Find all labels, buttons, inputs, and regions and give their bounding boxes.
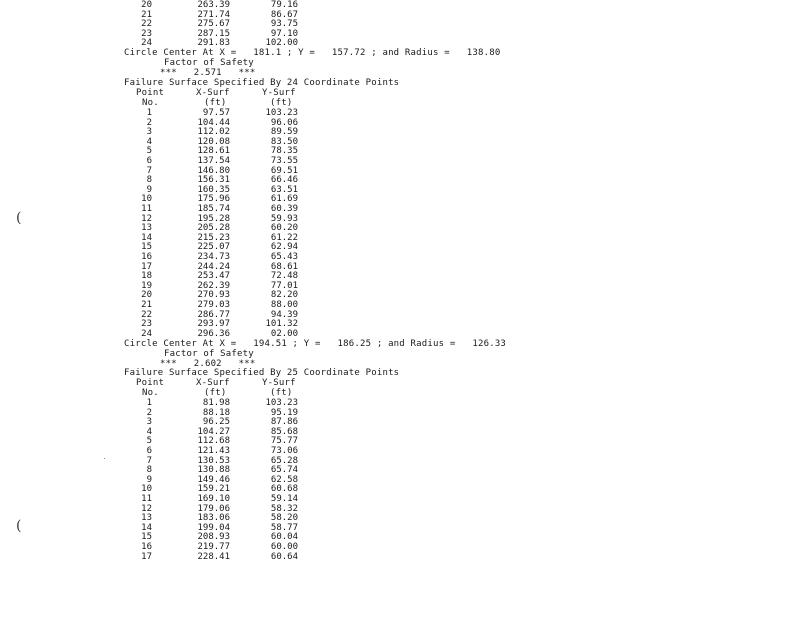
y-surf-value: 58.77 bbox=[270, 522, 298, 533]
table-row bbox=[0, 194, 320, 204]
y-surf-value: 103.23 bbox=[265, 398, 298, 408]
x-surf-value: 287.15 bbox=[197, 28, 230, 39]
x-surf-value: 275.67 bbox=[197, 19, 230, 30]
table-row bbox=[0, 242, 320, 252]
col-point-header-2: Point bbox=[136, 88, 165, 98]
x-surf-value: 104.44 bbox=[197, 117, 230, 128]
y-surf-value: 87.86 bbox=[270, 417, 298, 428]
y-surf-value: 60.00 bbox=[270, 542, 298, 552]
x-surf-value: 96.25 bbox=[202, 417, 230, 428]
y-surf-value: 78.35 bbox=[270, 146, 298, 157]
point-number: 13 bbox=[141, 513, 152, 524]
y-surf-value: 60.39 bbox=[270, 204, 298, 214]
col-y-unit-3: (ft) bbox=[270, 388, 293, 398]
x-surf-value: 262.39 bbox=[197, 280, 230, 291]
point-number: 2 bbox=[146, 407, 152, 418]
table-row bbox=[0, 262, 320, 272]
point-number: 8 bbox=[146, 465, 152, 476]
x-surf-value: 97.57 bbox=[202, 108, 230, 118]
table-row bbox=[0, 542, 320, 552]
table-row bbox=[0, 156, 320, 166]
x-surf-value: 271.74 bbox=[197, 9, 230, 20]
point-number: 3 bbox=[146, 127, 152, 138]
y-surf-value: 73.55 bbox=[270, 156, 298, 166]
point-number: 14 bbox=[141, 232, 152, 243]
point-number: 4 bbox=[146, 136, 152, 147]
point-number: 7 bbox=[146, 165, 152, 176]
table-row bbox=[0, 175, 320, 185]
y-surf-value: 65.43 bbox=[270, 252, 298, 262]
factor-of-safety-label-1: Factor of Safety bbox=[164, 58, 254, 68]
table-row bbox=[0, 271, 320, 281]
x-surf-value: 130.53 bbox=[197, 455, 230, 466]
x-surf-value: 293.97 bbox=[197, 319, 230, 330]
x-surf-value: 234.73 bbox=[197, 252, 230, 262]
y-surf-value: 72.48 bbox=[270, 271, 298, 282]
x-surf-value: 120.08 bbox=[197, 136, 230, 147]
point-number: 4 bbox=[146, 426, 152, 437]
col-x-unit-3: (ft) bbox=[204, 388, 227, 398]
point-number: 16 bbox=[141, 252, 152, 262]
y-surf-value: 103.23 bbox=[265, 108, 298, 118]
x-surf-value: 215.23 bbox=[197, 232, 230, 243]
x-surf-value: 112.68 bbox=[197, 436, 230, 447]
point-number: 10 bbox=[141, 484, 152, 495]
x-surf-value: 253.47 bbox=[197, 271, 230, 282]
y-surf-value: 93.75 bbox=[270, 19, 298, 30]
table-row bbox=[0, 252, 320, 262]
y-surf-value: 88.00 bbox=[270, 300, 298, 310]
y-surf-value: 82.20 bbox=[270, 290, 298, 301]
y-surf-value: 68.61 bbox=[270, 261, 298, 272]
x-surf-value: 112.02 bbox=[197, 127, 230, 138]
x-surf-value: 88.18 bbox=[202, 407, 230, 418]
table-row bbox=[0, 446, 320, 456]
table-row bbox=[0, 137, 320, 147]
x-surf-value: 296.36 bbox=[197, 328, 230, 339]
point-number: 23 bbox=[141, 319, 152, 330]
point-number: 8 bbox=[146, 175, 152, 186]
table-row bbox=[0, 233, 320, 243]
x-surf-value: 81.98 bbox=[202, 398, 230, 408]
col-no-subheader-3: No. bbox=[142, 388, 159, 398]
x-surf-value: 263.39 bbox=[197, 0, 230, 10]
table-row bbox=[0, 204, 320, 214]
table-row bbox=[0, 0, 320, 10]
y-surf-value: 102.00 bbox=[265, 38, 298, 49]
x-surf-value: 137.54 bbox=[197, 156, 230, 166]
table-row bbox=[0, 319, 320, 329]
table-row bbox=[0, 417, 320, 427]
point-number: 21 bbox=[141, 9, 152, 20]
y-surf-value: 89.59 bbox=[270, 127, 298, 138]
table-row bbox=[0, 475, 320, 485]
table-row bbox=[0, 214, 320, 224]
x-surf-value: 121.43 bbox=[197, 446, 230, 456]
y-surf-value: 73.06 bbox=[270, 446, 298, 456]
y-surf-value: 60.68 bbox=[270, 484, 298, 495]
point-number: 20 bbox=[141, 0, 152, 10]
col-x-header-3: X-Surf bbox=[196, 378, 230, 388]
y-surf-value: 58.20 bbox=[270, 513, 298, 524]
y-surf-value: 62.58 bbox=[270, 474, 298, 485]
x-surf-value: 160.35 bbox=[197, 184, 230, 195]
table-row bbox=[0, 427, 320, 437]
x-surf-value: 195.28 bbox=[197, 213, 230, 224]
table-row bbox=[0, 146, 320, 156]
x-surf-value: 199.04 bbox=[197, 522, 230, 533]
point-number: 3 bbox=[146, 417, 152, 428]
failure-surface-title-3: Failure Surface Specified By 25 Coordinate Points bbox=[124, 368, 400, 378]
x-surf-value: 159.21 bbox=[197, 484, 230, 495]
col-y-header-2: Y-Surf bbox=[262, 88, 296, 98]
point-number: 13 bbox=[141, 223, 152, 234]
table-row bbox=[0, 465, 320, 475]
table-row bbox=[0, 10, 320, 20]
table-row bbox=[0, 38, 320, 48]
y-surf-value: 61.22 bbox=[270, 232, 298, 243]
point-number: 20 bbox=[141, 290, 152, 301]
table-row bbox=[0, 398, 320, 408]
point-number: 5 bbox=[146, 436, 152, 447]
x-surf-value: 291.83 bbox=[197, 38, 230, 49]
y-surf-value: 62.94 bbox=[270, 242, 298, 253]
y-surf-value: 69.51 bbox=[270, 165, 298, 176]
factor-of-safety-value-1: *** 2.571 *** bbox=[160, 68, 256, 78]
table-row bbox=[0, 19, 320, 29]
x-surf-value: 169.10 bbox=[197, 494, 230, 504]
x-surf-value: 270.93 bbox=[197, 290, 230, 301]
y-surf-value: 66.46 bbox=[270, 175, 298, 186]
col-point-header-3: Point bbox=[136, 378, 165, 388]
x-surf-value: 104.27 bbox=[197, 426, 230, 437]
binding-hole-mark-bottom: ( bbox=[16, 518, 22, 534]
point-number: 9 bbox=[146, 184, 152, 195]
x-surf-value: 228.41 bbox=[197, 551, 230, 562]
table-row bbox=[0, 166, 320, 176]
y-surf-value: 65.74 bbox=[270, 465, 298, 476]
circle-center-line-2: Circle Center At X = 194.51 ; Y = 186.25 ; and Radius = 126.33 bbox=[124, 339, 507, 349]
y-surf-value: 95.19 bbox=[270, 407, 298, 418]
point-number: 23 bbox=[141, 28, 152, 39]
point-number: 6 bbox=[146, 446, 152, 456]
y-surf-value: 60.20 bbox=[270, 223, 298, 234]
point-number: 6 bbox=[146, 156, 152, 166]
table-row bbox=[0, 456, 320, 466]
x-surf-value: 156.31 bbox=[197, 175, 230, 186]
y-surf-value: 61.69 bbox=[270, 194, 298, 205]
point-number: 15 bbox=[141, 242, 152, 253]
y-surf-value: 75.77 bbox=[270, 436, 298, 447]
y-surf-value: 65.28 bbox=[270, 455, 298, 466]
point-number: 1 bbox=[146, 108, 152, 118]
point-number: 16 bbox=[141, 542, 152, 552]
table-row bbox=[0, 29, 320, 39]
table-row bbox=[0, 223, 320, 233]
x-surf-value: 175.96 bbox=[197, 194, 230, 205]
point-number: 19 bbox=[141, 280, 152, 291]
point-number: 11 bbox=[141, 494, 152, 504]
y-surf-value: 79.16 bbox=[270, 0, 298, 10]
table-row bbox=[0, 552, 320, 562]
y-surf-value: 02.00 bbox=[270, 328, 298, 339]
col-y-header-3: Y-Surf bbox=[262, 378, 296, 388]
point-number: 10 bbox=[141, 194, 152, 205]
point-number: 24 bbox=[141, 38, 152, 49]
x-surf-value: 149.46 bbox=[197, 474, 230, 485]
x-surf-value: 286.77 bbox=[197, 309, 230, 320]
point-number: 11 bbox=[141, 204, 152, 214]
x-surf-value: 146.80 bbox=[197, 165, 230, 176]
y-surf-value: 96.06 bbox=[270, 117, 298, 128]
table-row bbox=[0, 532, 320, 542]
table-row bbox=[0, 484, 320, 494]
failure-surface-title-2: Failure Surface Specified By 24 Coordinate Points bbox=[124, 78, 400, 88]
y-surf-value: 60.04 bbox=[270, 532, 298, 543]
x-surf-value: 219.77 bbox=[197, 542, 230, 552]
col-x-header-2: X-Surf bbox=[196, 88, 230, 98]
point-number: 14 bbox=[141, 522, 152, 533]
x-surf-value: 128.61 bbox=[197, 146, 230, 157]
x-surf-value: 130.88 bbox=[197, 465, 230, 476]
table-row bbox=[0, 118, 320, 128]
x-surf-value: 179.06 bbox=[197, 503, 230, 514]
table-row bbox=[0, 108, 320, 118]
point-number: 21 bbox=[141, 300, 152, 310]
point-number: 18 bbox=[141, 271, 152, 282]
y-surf-value: 94.39 bbox=[270, 309, 298, 320]
point-number: 2 bbox=[146, 117, 152, 128]
table-row bbox=[0, 504, 320, 514]
y-surf-value: 101.32 bbox=[265, 319, 298, 330]
y-surf-value: 83.50 bbox=[270, 136, 298, 147]
col-no-subheader-2: No. bbox=[142, 98, 159, 108]
point-number: 7 bbox=[146, 455, 152, 466]
point-number: 22 bbox=[141, 19, 152, 30]
point-number: 15 bbox=[141, 532, 152, 543]
y-surf-value: 58.32 bbox=[270, 503, 298, 514]
factor-of-safety-label-2: Factor of Safety bbox=[164, 349, 254, 359]
factor-of-safety-value-2: *** 2.602 *** bbox=[160, 359, 256, 369]
table-row bbox=[0, 127, 320, 137]
y-surf-value: 60.64 bbox=[270, 551, 298, 562]
x-surf-value: 244.24 bbox=[197, 261, 230, 272]
point-number: 17 bbox=[141, 261, 152, 272]
table-row bbox=[0, 436, 320, 446]
point-number: 1 bbox=[146, 398, 152, 408]
table-row bbox=[0, 290, 320, 300]
circle-center-line-1: Circle Center At X = 181.1 ; Y = 157.72 ; and Radius = 138.80 bbox=[124, 48, 501, 58]
table-row bbox=[0, 310, 320, 320]
y-surf-value: 97.10 bbox=[270, 28, 298, 39]
table-row bbox=[0, 494, 320, 504]
table-row bbox=[0, 523, 320, 533]
y-surf-value: 59.14 bbox=[270, 494, 298, 504]
point-number: 24 bbox=[141, 328, 152, 339]
y-surf-value: 59.93 bbox=[270, 213, 298, 224]
y-surf-value: 77.01 bbox=[270, 280, 298, 291]
table-row bbox=[0, 300, 320, 310]
y-surf-value: 86.67 bbox=[270, 9, 298, 20]
col-y-unit-2: (ft) bbox=[270, 98, 293, 108]
binding-hole-mark-top: ( bbox=[16, 210, 22, 226]
point-number: 22 bbox=[141, 309, 152, 320]
scan-speck bbox=[104, 458, 105, 459]
x-surf-value: 279.03 bbox=[197, 300, 230, 310]
point-number: 12 bbox=[141, 213, 152, 224]
y-surf-value: 85.68 bbox=[270, 426, 298, 437]
table-row bbox=[0, 185, 320, 195]
col-x-unit-2: (ft) bbox=[204, 98, 227, 108]
x-surf-value: 185.74 bbox=[197, 204, 230, 214]
point-number: 5 bbox=[146, 146, 152, 157]
table-row bbox=[0, 281, 320, 291]
table-row bbox=[0, 408, 320, 418]
x-surf-value: 208.93 bbox=[197, 532, 230, 543]
table-row bbox=[0, 329, 320, 339]
point-number: 17 bbox=[141, 551, 152, 562]
x-surf-value: 183.06 bbox=[197, 513, 230, 524]
point-number: 9 bbox=[146, 474, 152, 485]
x-surf-value: 205.28 bbox=[197, 223, 230, 234]
x-surf-value: 225.07 bbox=[197, 242, 230, 253]
y-surf-value: 63.51 bbox=[270, 184, 298, 195]
table-row bbox=[0, 513, 320, 523]
point-number: 12 bbox=[141, 503, 152, 514]
